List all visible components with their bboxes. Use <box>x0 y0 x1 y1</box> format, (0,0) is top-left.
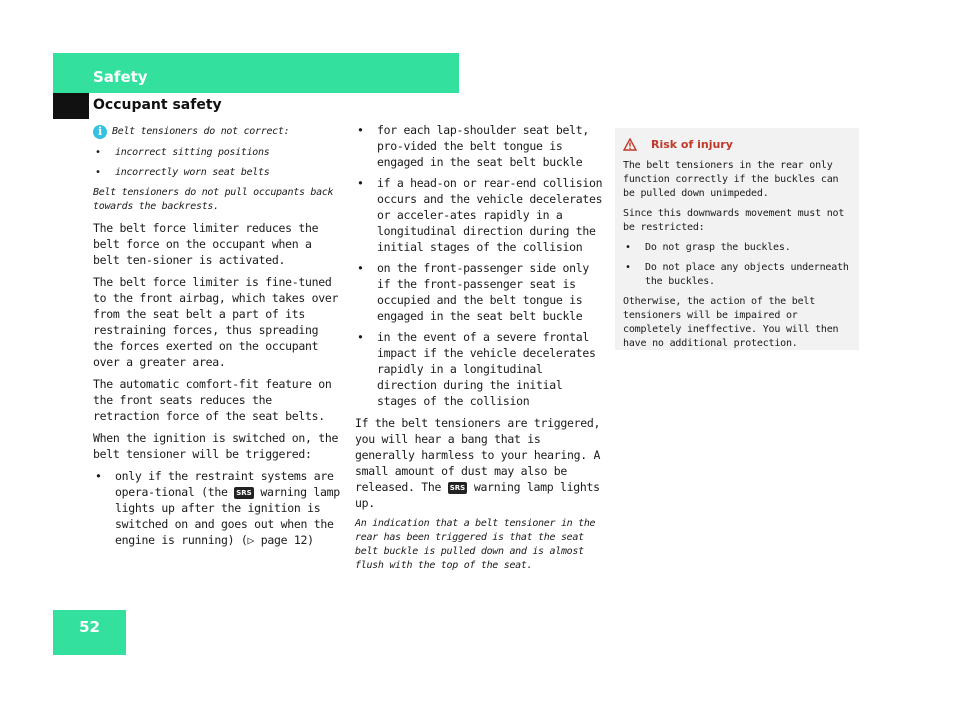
list-item: • incorrectly worn seat belts <box>93 166 343 180</box>
subheader-marker <box>53 93 89 119</box>
info-note <box>93 125 343 214</box>
paragraph: The belt force limiter reduces the belt force on the occupant when a belt ten-sioner is activated. <box>93 221 319 267</box>
list-item: • for each lap-shoulder seat belt, pro-vided the belt tongue is engaged in the seat belt buckle <box>355 122 605 170</box>
list-item: • only if the restraint systems are opera-tional (the SRS warning lamp lights up after the ignition is switched on and goes out when the engine is running) (▷ page 12) <box>93 468 343 548</box>
srs-warning-icon: SRS <box>449 484 466 492</box>
warning-title: Risk of injury <box>651 138 733 151</box>
paragraph: The belt force limiter is fine-tuned to the front airbag, which takes over from the seat belt a part of its restraining forces, thus spreading the forces exerted on the occupant over a greater area. <box>93 275 339 369</box>
paragraph: When the ignition is switched on, the belt tensioner will be triggered: <box>93 431 339 461</box>
section-title: Safety <box>93 68 148 86</box>
page-reference-link[interactable]: page 12) <box>260 533 314 547</box>
list-item: • in the event of a severe frontal impact if the vehicle decelerates rapidly in a longitudinal direction during the initial stages of the collision <box>355 329 605 409</box>
page-ref-arrow-icon: ▷ <box>247 533 255 547</box>
paragraph: Otherwise, the action of the belt tensioners will be impaired or completely ineffective. You will then have no additional protection. <box>623 296 839 349</box>
note-paragraph: An indication that a belt tensioner in the rear has been triggered is that the seat belt buckle is pulled down and is almost flush with the top of the seat. <box>355 518 596 571</box>
paragraph: The belt tensioners in the rear only function correctly if the buckles can be pulled down unimpeded. <box>623 160 839 199</box>
list-item: • Do not grasp the buckles. <box>623 241 851 255</box>
note-outro: Belt tensioners do not pull occupants back towards the backrests. <box>93 187 334 212</box>
list-item: • incorrect sitting positions <box>93 146 343 160</box>
column-middle <box>355 122 605 579</box>
page-number: 52 <box>79 618 100 636</box>
paragraph: Since this downwards movement must not be restricted: <box>623 208 845 233</box>
paragraph: The automatic comfort-fit feature on the front seats reduces the retraction force of the seat belts. <box>93 377 332 423</box>
column-left <box>93 125 343 554</box>
note-intro: Belt tensioners do not correct: <box>112 126 290 137</box>
info-icon: i <box>93 125 107 139</box>
page-title: Occupant safety <box>93 97 222 113</box>
list-item: • Do not place any objects underneath the buckles. <box>623 261 851 289</box>
list-item: • on the front-passenger side only if the front-passenger seat is occupied and the belt tongue is engaged in the seat belt buckle <box>355 260 605 324</box>
paragraph: If the belt tensioners are triggered, you will hear a bang that is generally harmless to your hearing. A small amount of dust may also be released. The SRS warning lamp lights up. <box>355 416 601 510</box>
list-item: • if a head-on or rear-end collision occurs and the vehicle decelerates or acceler-ates rapidly in a longitudinal direction during the initial stages of the collision <box>355 175 605 255</box>
srs-warning-icon: SRS <box>236 489 252 497</box>
warning-triangle-icon <box>623 138 637 151</box>
warning-box <box>615 128 859 350</box>
